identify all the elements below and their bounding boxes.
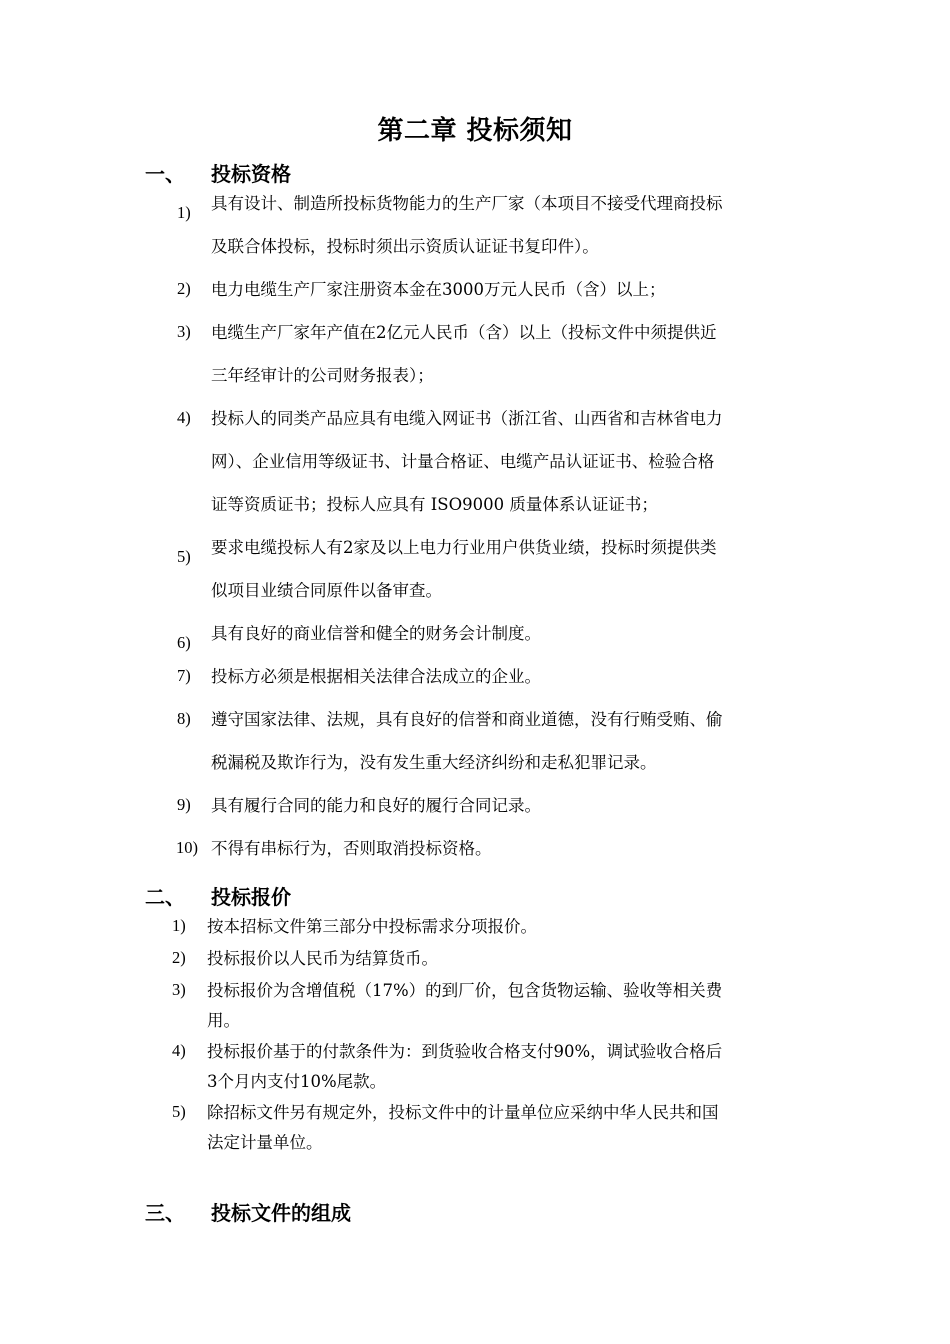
item-text (207, 976, 722, 1036)
section-number: 三、 (145, 1201, 185, 1225)
item-text (211, 612, 541, 655)
item-number: 5) (172, 1102, 186, 1121)
text-line: 遵守国家法律、法规，具有良好的信誉和商业道德，没有行贿受贿、偷 (211, 710, 723, 729)
item-number: 9) (177, 795, 191, 814)
text-line: 网）、企业信用等级证书、计量合格证、电缆产品认证证书、检验合格 (211, 452, 715, 471)
item-text (211, 784, 541, 827)
item-text (211, 397, 723, 526)
text-line: 具有良好的商业信誉和健全的财务会计制度。 (211, 624, 541, 643)
text-line: 投标报价基于的付款条件为：到货验收合格支付90%，调试验收合格后 (207, 1042, 723, 1061)
item-text (211, 311, 717, 397)
text-line: 电缆生产厂家年产值在2亿元人民币（含）以上（投标文件中须提供近 (211, 323, 717, 342)
item-text (211, 526, 717, 612)
section-number: 二、 (145, 885, 185, 909)
item-number: 4) (172, 1041, 186, 1060)
item-number: 8) (177, 709, 191, 728)
item-text (207, 944, 438, 974)
item-number: 1) (177, 203, 191, 222)
section-heading-2 (145, 881, 291, 910)
text-line: 法定计量单位。 (207, 1133, 323, 1152)
text-line: 不得有串标行为，否则取消投标资格。 (211, 839, 492, 858)
text-line: 投标报价为含增值税（17%）的到厂价，包含货物运输、验收等相关费 (207, 981, 723, 1000)
item-text (207, 912, 537, 942)
item-number: 5) (177, 547, 191, 566)
item-number: 7) (177, 666, 191, 685)
text-line: 投标报价以人民币为结算货币。 (207, 949, 438, 968)
item-number: 2) (172, 948, 186, 967)
text-line: 3个月内支付10%尾款。 (207, 1072, 387, 1091)
text-line: 具有设计、制造所投标货物能力的生产厂家（本项目不接受代理商投标 (211, 194, 723, 213)
section-title: 投标资格 (211, 162, 291, 186)
item-number: 1) (172, 916, 186, 935)
text-line: 电力电缆生产厂家注册资本金在3000万元人民币（含）以上； (211, 280, 666, 299)
item-number: 4) (177, 408, 191, 427)
item-number: 6) (177, 633, 191, 652)
item-text (207, 1037, 722, 1097)
item-text (211, 655, 541, 698)
item-number: 10) (176, 838, 198, 857)
chapter-title: 第二章 投标须知 (377, 116, 573, 146)
item-text (211, 268, 666, 311)
item-number: 3) (172, 980, 186, 999)
section-title: 投标报价 (211, 885, 291, 909)
item-number: 3) (177, 322, 191, 341)
text-line: 要求电缆投标人有2家及以上电力行业用户供货业绩，投标时须提供类 (211, 538, 717, 557)
item-text (211, 698, 723, 784)
text-line: 似项目业绩合同原件以备审查。 (211, 581, 442, 600)
item-number: 2) (177, 279, 191, 298)
text-line: 投标人的同类产品应具有电缆入网证书（浙江省、山西省和吉林省电力 (211, 409, 723, 428)
text-line: 按本招标文件第三部分中投标需求分项报价。 (207, 917, 537, 936)
item-text (207, 1098, 719, 1158)
text-line: 三年经审计的公司财务报表）； (211, 366, 434, 385)
text-line: 证等资质证书；投标人应具有 ISO9000 质量体系认证证书； (211, 495, 658, 514)
text-line: 具有履行合同的能力和良好的履行合同记录。 (211, 796, 541, 815)
section-number: 一、 (145, 162, 185, 186)
text-line: 用。 (207, 1011, 240, 1030)
section-title: 投标文件的组成 (211, 1201, 351, 1225)
text-line: 投标方必须是根据相关法律合法成立的企业。 (211, 667, 541, 686)
item-text (211, 827, 492, 870)
section-heading-3 (145, 1197, 351, 1226)
item-text (211, 182, 723, 268)
text-line: 除招标文件另有规定外，投标文件中的计量单位应采纳中华人民共和国 (207, 1103, 719, 1122)
text-line: 税漏税及欺诈行为，没有发生重大经济纠纷和走私犯罪记录。 (211, 753, 657, 772)
text-line: 及联合体投标，投标时须出示资质认证证书复印件）。 (211, 237, 599, 256)
